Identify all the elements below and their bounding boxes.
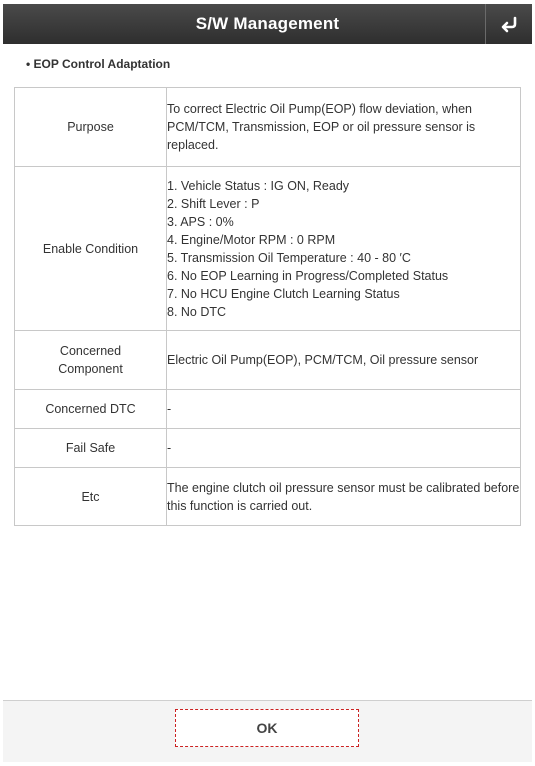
list-item: 1. Vehicle Status : IG ON, Ready [167,178,350,193]
return-arrow-icon [499,15,519,33]
table-row-concerned-dtc [15,390,521,429]
enable-condition-label: Enable Condition [15,167,167,331]
title-bar [3,4,532,44]
concerned-component-label-line1: Concerned [59,344,122,358]
table-row-concerned-component [15,331,521,390]
purpose-label: Purpose [15,88,167,167]
table-row-fail-safe [15,429,521,468]
fail-safe-value: - [167,429,521,468]
concerned-dtc-label: Concerned DTC [15,390,167,429]
ok-button[interactable]: OK [175,709,359,747]
concerned-component-value: Electric Oil Pump(EOP), PCM/TCM, Oil pressure sensor [167,331,521,390]
purpose-value: To correct Electric Oil Pump(EOP) flow deviation, when PCM/TCM, Transmission, EOP or oil pressure sensor is replaced. [167,88,521,167]
section-title: • EOP Control Adaptation [26,57,171,71]
concerned-component-label-line2: Component [58,362,123,376]
info-table [14,87,521,526]
back-button[interactable] [485,4,532,44]
etc-value: The engine clutch oil pressure sensor must be calibrated before this function is carried out. [167,468,521,526]
list-item: 2. Shift Lever : P [167,196,260,211]
page-title: S/W Management [195,14,340,33]
list-item: 4. Engine/Motor RPM : 0 RPM [167,232,336,247]
table-row-purpose [15,88,521,167]
fail-safe-label: Fail Safe [15,429,167,468]
list-item: 5. Transmission Oil Temperature : 40 - 80 ′C [167,250,411,265]
table-row-enable-condition [15,167,521,331]
list-item: 3. APS : 0% [167,214,234,229]
concerned-dtc-value: - [167,390,521,429]
enable-condition-list [167,167,521,331]
list-item: 7. No HCU Engine Clutch Learning Status [167,286,400,301]
table-row-etc [15,468,521,526]
list-item: 6. No EOP Learning in Progress/Completed Status [167,268,449,283]
list-item: 8. No DTC [167,304,227,319]
etc-label: Etc [15,468,167,526]
concerned-component-label [15,331,167,390]
